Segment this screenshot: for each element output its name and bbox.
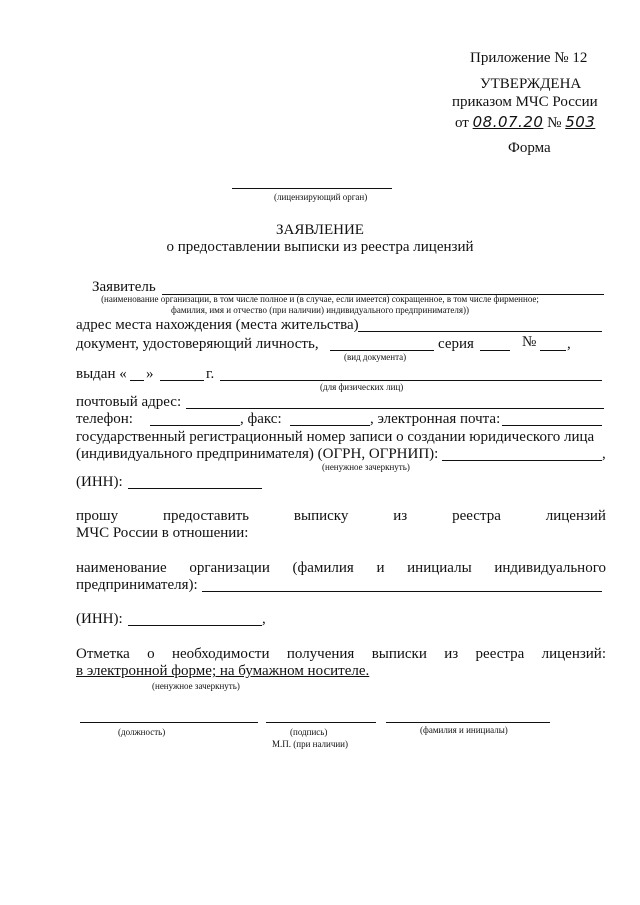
order-number: 503	[565, 113, 596, 131]
order-label: приказом МЧС России	[452, 94, 598, 110]
position-field[interactable]	[80, 722, 258, 723]
word: из	[393, 508, 408, 524]
issued-year-label: г.	[206, 366, 215, 382]
issued-day-field[interactable]	[130, 380, 144, 381]
mark-caption: (ненужное зачеркнуть)	[152, 681, 240, 691]
appendix-number: Приложение № 12	[470, 50, 588, 66]
word: наименование	[76, 560, 167, 576]
document-type-caption: (вид документа)	[344, 352, 407, 362]
series-field[interactable]	[480, 350, 510, 351]
word: выписки	[371, 646, 427, 662]
word: (фамилия	[292, 560, 354, 576]
number-sign: №	[547, 115, 562, 131]
email-field[interactable]	[502, 425, 602, 426]
word: инициалы	[407, 560, 472, 576]
word: реестра	[452, 508, 501, 524]
registration-caption: (ненужное зачеркнуть)	[322, 462, 410, 472]
name-line-1	[76, 560, 606, 577]
stamp-caption: М.П. (при наличии)	[272, 739, 348, 749]
series-label: серия	[438, 336, 474, 352]
word: из	[444, 646, 459, 662]
applicant-caption-2: фамилия, имя и отчество (при наличии) индивидуального предпринимателя))	[171, 305, 469, 315]
word: получения	[286, 646, 355, 662]
word: предоставить	[162, 508, 250, 524]
mark-line-1	[76, 646, 606, 663]
word: лицензий	[545, 508, 606, 524]
signature-caption: (подпись)	[290, 727, 328, 737]
word: прошу	[76, 508, 119, 524]
form-label: Форма	[508, 140, 551, 156]
inn-field-1[interactable]	[128, 488, 262, 489]
date-prefix: от	[455, 115, 469, 131]
position-caption: (должность)	[118, 727, 166, 737]
address-label: адрес места нахождения (места жительства)	[76, 317, 359, 333]
address-field[interactable]	[358, 331, 602, 332]
authority-caption: (лицензирующий орган)	[274, 192, 368, 202]
signature-field[interactable]	[266, 722, 376, 723]
document-title: ЗАЯВЛЕНИЕ	[276, 222, 364, 238]
word: лицензий:	[541, 646, 606, 662]
comma-2: ,	[602, 446, 606, 462]
inn-field-2[interactable]	[128, 625, 262, 626]
document-label: документ, удостоверяющий личность,	[76, 336, 319, 352]
inn-label-2: (ИНН):	[76, 611, 123, 627]
request-line-1	[76, 508, 606, 525]
issued-by-field[interactable]	[220, 380, 602, 381]
word: организации	[189, 560, 270, 576]
request-line-2: МЧС России в отношении:	[76, 525, 249, 541]
word: выписку	[293, 508, 349, 524]
word: необходимости	[172, 646, 270, 662]
fax-field[interactable]	[290, 425, 370, 426]
comma: ,	[567, 336, 571, 352]
phone-field[interactable]	[150, 425, 240, 426]
word: индивидуального	[494, 560, 606, 576]
name-field[interactable]	[202, 591, 602, 592]
issued-label: выдан «	[76, 366, 127, 382]
approved-label: УТВЕРЖДЕНА	[480, 76, 582, 92]
postal-field[interactable]	[186, 408, 604, 409]
registration-line-1: государственный регистрационный номер записи о создании юридического лица	[76, 429, 595, 445]
inn-label-1: (ИНН):	[76, 474, 123, 490]
number-label: №	[522, 334, 537, 350]
registration-line-2: (индивидуального предпринимателя) (ОГРН, ОГРНИП):	[76, 446, 439, 462]
mark-options[interactable]: в электронной форме; на бумажном носителе.	[76, 663, 370, 679]
word: и	[376, 560, 385, 576]
document-subtitle: о предоставлении выписки из реестра лицензий	[166, 239, 474, 255]
authority-field[interactable]	[232, 188, 392, 189]
applicant-caption-1: (наименование организации, в том числе полное и (в случае, если имеется) сокращенное, в том числе фирменное;	[101, 294, 539, 304]
applicant-label: Заявитель	[92, 279, 156, 295]
full-name-field[interactable]	[386, 722, 550, 723]
issued-caption: (для физических лиц)	[320, 382, 404, 392]
number-field[interactable]	[540, 350, 566, 351]
word: о	[147, 646, 155, 662]
postal-label: почтовый адрес:	[76, 394, 182, 410]
name-line-2: предпринимателя):	[76, 577, 198, 593]
word: Отметка	[76, 646, 130, 662]
issued-month-field[interactable]	[160, 380, 204, 381]
issued-quote: »	[146, 366, 154, 382]
order-date: 08.07.20	[472, 113, 544, 131]
order-date-row	[455, 113, 601, 132]
comma-3: ,	[262, 611, 266, 627]
phone-label: телефон:	[76, 411, 133, 427]
email-label: , электронная почта:	[370, 411, 501, 427]
registration-field[interactable]	[442, 460, 602, 461]
document-type-field[interactable]	[330, 350, 434, 351]
word: реестра	[475, 646, 525, 662]
full-name-caption: (фамилия и инициалы)	[420, 725, 508, 735]
fax-label: , факс:	[240, 411, 282, 427]
